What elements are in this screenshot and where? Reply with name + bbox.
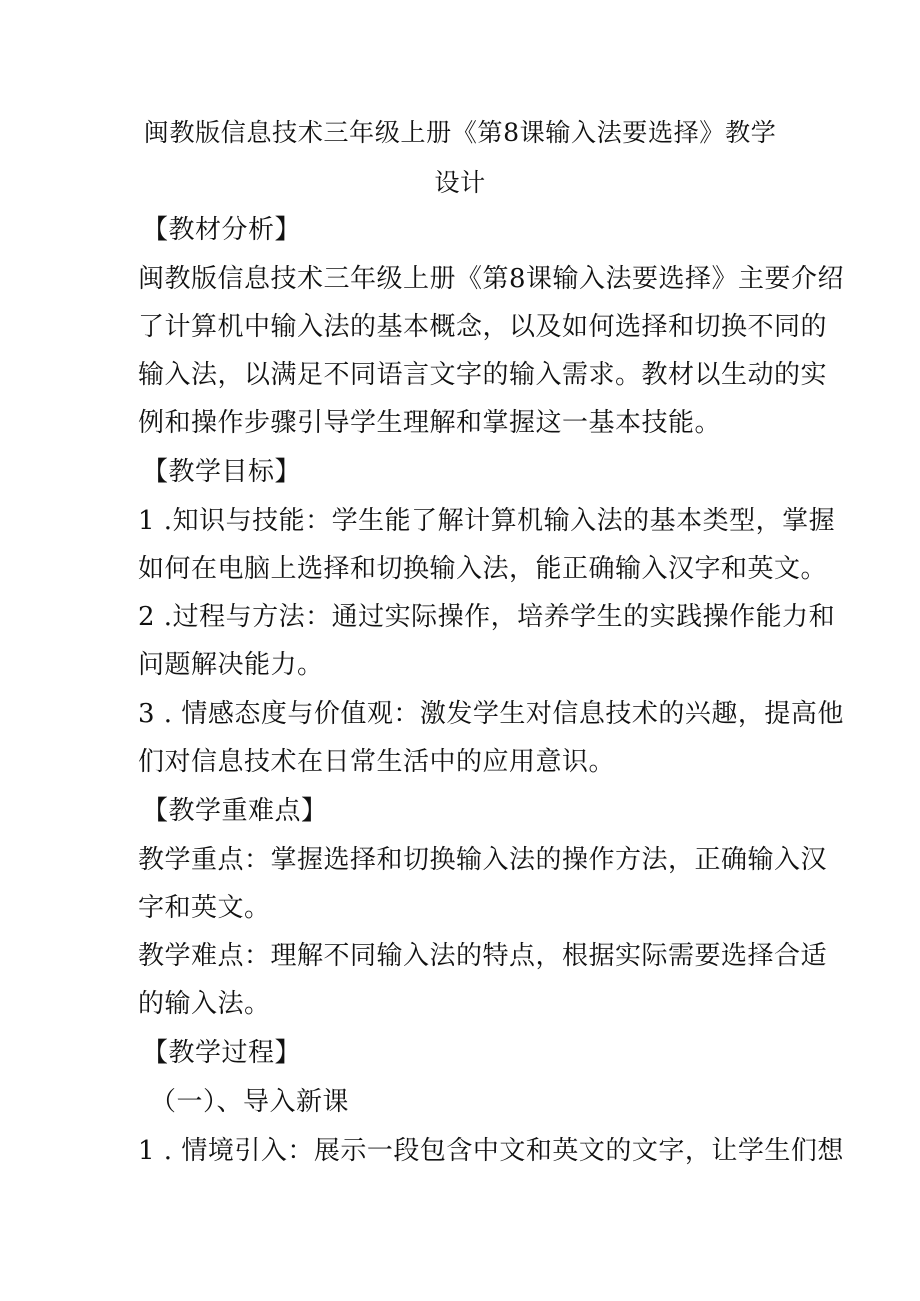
paragraph-line: 的输入法。	[138, 989, 271, 1019]
paragraph-line: 1 . 情境引入：展示一段包含中文和英文的文字，让学生们想	[138, 1136, 844, 1166]
document-title-line-2: 设计	[434, 168, 486, 197]
paragraph-line: 输入法，以满足不同语言文字的输入需求。教材以生动的实	[138, 360, 828, 390]
section-heading-analysis: 【教材分析】	[142, 215, 302, 245]
paragraph-line: 了计算机中输入法的基本概念，以及如何选择和切换不同的	[138, 312, 828, 342]
paragraph-line: 字和英文。	[138, 893, 271, 923]
paragraph-line: 问题解决能力。	[138, 650, 324, 680]
paragraph-line: 3 . 情感态度与价值观：激发学生对信息技术的兴趣，提高他	[138, 699, 844, 729]
paragraph-line: 教学重点：掌握选择和切换输入法的操作方法，正确输入汉	[138, 845, 828, 875]
paragraph-line: 1 .知识与技能：学生能了解计算机输入法的基本类型，掌握	[138, 506, 836, 536]
paragraph-line: 例和操作步骤引导学生理解和掌握这一基本技能。	[138, 408, 722, 438]
section-heading-process: 【教学过程】	[142, 1038, 302, 1068]
paragraph-line: 如何在电脑上选择和切换输入法，能正确输入汉字和英文。	[138, 554, 828, 584]
section-subheading: （一）、导入新课	[150, 1087, 350, 1117]
section-heading-key-points: 【教学重难点】	[142, 796, 328, 826]
paragraph-line: 教学难点：理解不同输入法的特点，根据实际需要选择合适	[138, 941, 828, 971]
paragraph-line: 2 .过程与方法：通过实际操作，培养学生的实践操作能力和	[138, 602, 836, 632]
document-title-line-1: 闽教版信息技术三年级上册《第8课输入法要选择》教学	[143, 118, 777, 147]
section-heading-goals: 【教学目标】	[142, 457, 302, 487]
paragraph-line: 闽教版信息技术三年级上册《第8课输入法要选择》主要介绍	[138, 264, 845, 294]
paragraph-line: 们对信息技术在日常生活中的应用意识。	[138, 747, 616, 777]
